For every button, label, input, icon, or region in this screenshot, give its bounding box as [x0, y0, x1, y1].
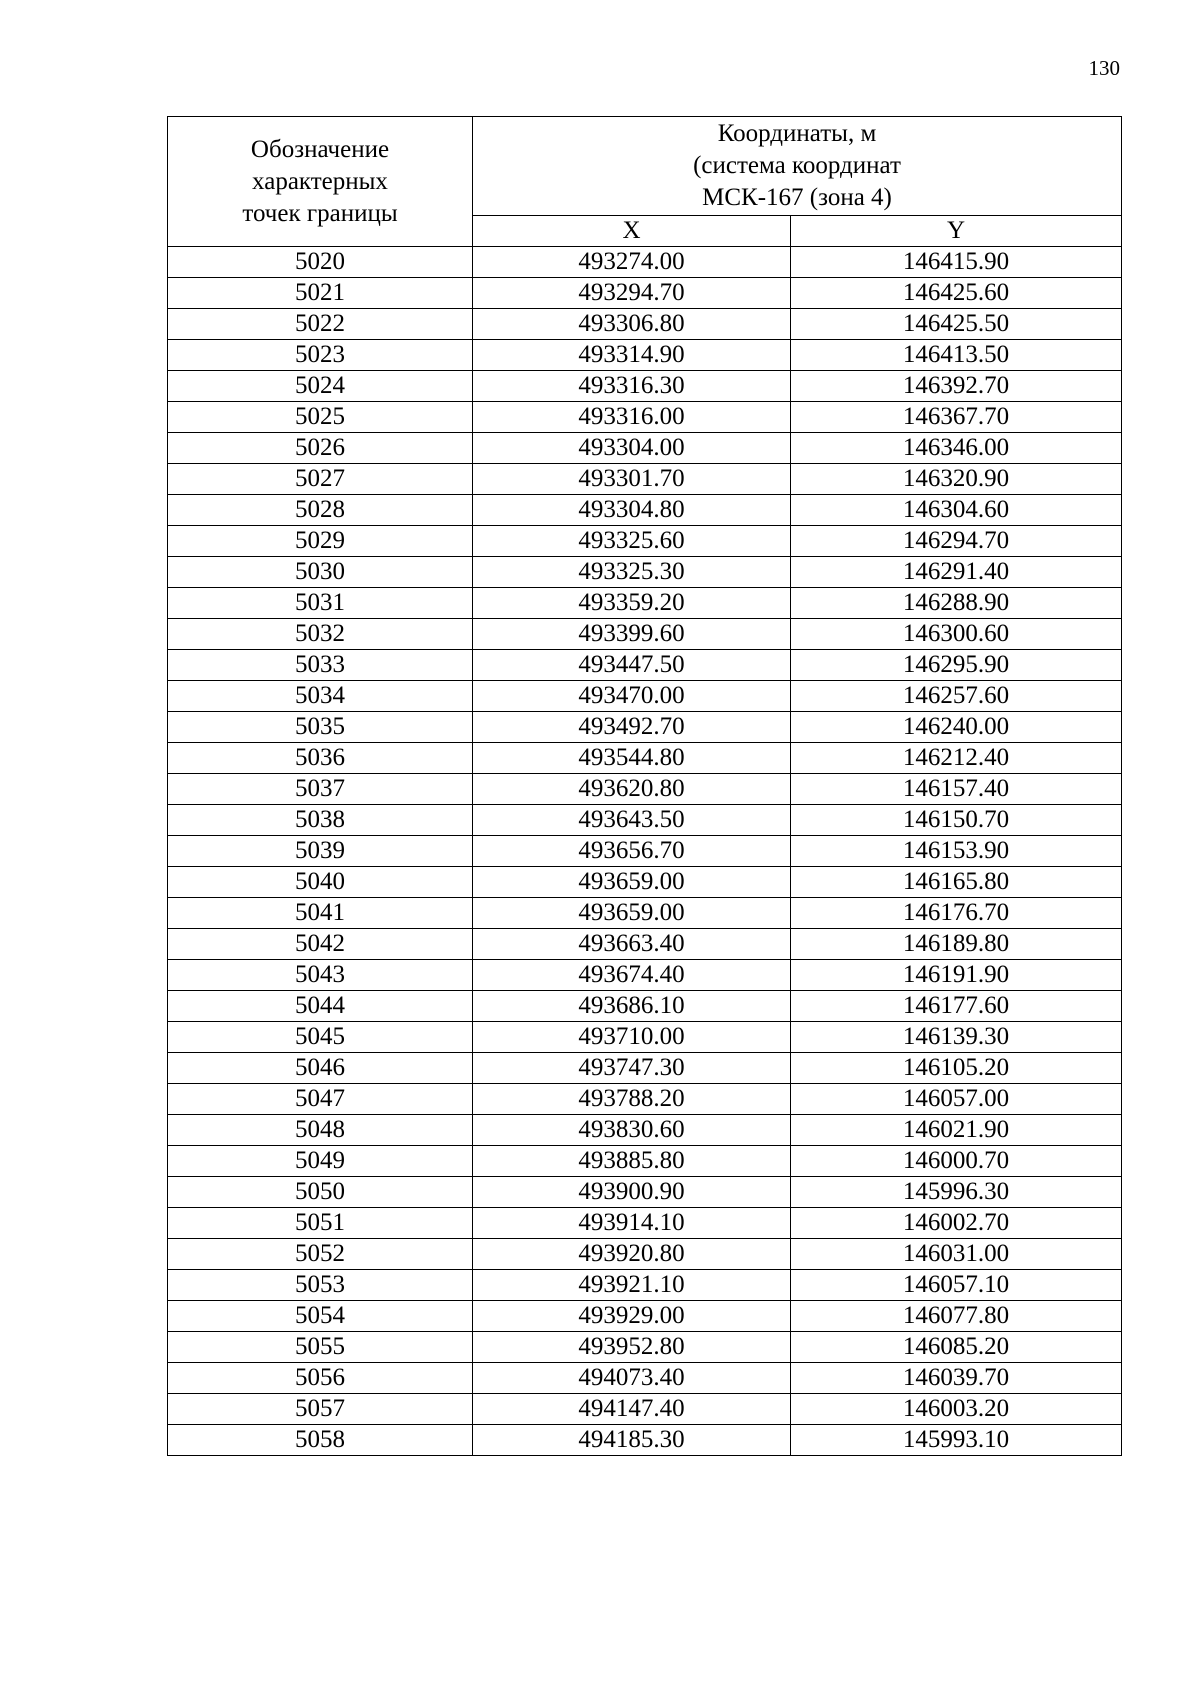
table-row — [168, 1022, 1122, 1053]
table-row — [168, 650, 1122, 681]
table-row — [168, 619, 1122, 650]
y-coordinate-cell: 146320.90 — [791, 464, 1122, 495]
y-coordinate-cell: 146031.00 — [791, 1239, 1122, 1270]
y-coordinate-cell: 146057.00 — [791, 1084, 1122, 1115]
table-row — [168, 774, 1122, 805]
table-row — [168, 464, 1122, 495]
table-row — [168, 1177, 1122, 1208]
table-row — [168, 588, 1122, 619]
point-cell: 5020 — [168, 247, 473, 278]
y-coordinate-cell: 146077.80 — [791, 1301, 1122, 1332]
y-coordinate-cell: 146189.80 — [791, 929, 1122, 960]
y-coordinate-cell: 146392.70 — [791, 371, 1122, 402]
table-row — [168, 1053, 1122, 1084]
point-cell: 5031 — [168, 588, 473, 619]
coordinates-table-body — [168, 117, 1122, 1456]
point-cell: 5029 — [168, 526, 473, 557]
table-row — [168, 371, 1122, 402]
table-row — [168, 867, 1122, 898]
y-coordinate-cell: 146212.40 — [791, 743, 1122, 774]
point-cell: 5023 — [168, 340, 473, 371]
y-coordinate-cell: 146150.70 — [791, 805, 1122, 836]
point-cell: 5046 — [168, 1053, 473, 1084]
table-row — [168, 526, 1122, 557]
y-coordinate-cell: 146300.60 — [791, 619, 1122, 650]
x-coordinate-cell: 493659.00 — [473, 867, 791, 898]
table-header-row — [168, 117, 1122, 216]
point-cell: 5058 — [168, 1425, 473, 1456]
y-coordinate-cell: 146153.90 — [791, 836, 1122, 867]
point-cell: 5032 — [168, 619, 473, 650]
x-coordinate-cell: 493747.30 — [473, 1053, 791, 1084]
x-coordinate-cell: 493314.90 — [473, 340, 791, 371]
point-cell: 5033 — [168, 650, 473, 681]
point-cell: 5034 — [168, 681, 473, 712]
x-coordinate-cell: 493659.00 — [473, 898, 791, 929]
y-coordinate-cell: 146000.70 — [791, 1146, 1122, 1177]
y-coordinate-cell: 146240.00 — [791, 712, 1122, 743]
x-coordinate-cell: 493544.80 — [473, 743, 791, 774]
x-coordinate-cell: 493656.70 — [473, 836, 791, 867]
y-coordinate-cell: 146304.60 — [791, 495, 1122, 526]
table-row — [168, 1270, 1122, 1301]
point-cell: 5024 — [168, 371, 473, 402]
x-coordinate-cell: 493492.70 — [473, 712, 791, 743]
y-coordinate-cell: 146002.70 — [791, 1208, 1122, 1239]
x-coordinate-cell: 493885.80 — [473, 1146, 791, 1177]
point-cell: 5028 — [168, 495, 473, 526]
table-row — [168, 495, 1122, 526]
x-coordinate-cell: 493359.20 — [473, 588, 791, 619]
table-row — [168, 805, 1122, 836]
x-coordinate-cell: 493710.00 — [473, 1022, 791, 1053]
x-coordinate-cell: 493900.90 — [473, 1177, 791, 1208]
table-row — [168, 712, 1122, 743]
y-coordinate-cell: 146346.00 — [791, 433, 1122, 464]
y-coordinate-cell: 146177.60 — [791, 991, 1122, 1022]
table-row — [168, 557, 1122, 588]
y-coordinate-cell: 146413.50 — [791, 340, 1122, 371]
table-row — [168, 309, 1122, 340]
y-coordinate-cell: 146085.20 — [791, 1332, 1122, 1363]
x-coordinate-cell: 493914.10 — [473, 1208, 791, 1239]
point-cell: 5043 — [168, 960, 473, 991]
x-coordinate-cell: 493274.00 — [473, 247, 791, 278]
point-cell: 5021 — [168, 278, 473, 309]
point-cell: 5025 — [168, 402, 473, 433]
points-column-header — [168, 117, 473, 247]
x-coordinate-cell: 493306.80 — [473, 309, 791, 340]
y-coordinate-cell: 146057.10 — [791, 1270, 1122, 1301]
point-cell: 5036 — [168, 743, 473, 774]
coordinates-column-header-label: Координаты, м (система координат МСК-167 (зона 4) — [693, 120, 901, 211]
x-coordinate-cell: 493304.00 — [473, 433, 791, 464]
x-coordinate-cell: 493447.50 — [473, 650, 791, 681]
y-coordinate-cell: 146157.40 — [791, 774, 1122, 805]
y-coordinate-cell: 146003.20 — [791, 1394, 1122, 1425]
table-row — [168, 929, 1122, 960]
y-coordinate-cell: 146105.20 — [791, 1053, 1122, 1084]
y-column-header: Y — [791, 216, 1122, 247]
point-cell: 5053 — [168, 1270, 473, 1301]
point-cell: 5056 — [168, 1363, 473, 1394]
table-row — [168, 278, 1122, 309]
x-coordinate-cell: 493663.40 — [473, 929, 791, 960]
x-coordinate-cell: 493316.00 — [473, 402, 791, 433]
table-row — [168, 1332, 1122, 1363]
x-coordinate-cell: 493620.80 — [473, 774, 791, 805]
table-row — [168, 340, 1122, 371]
point-cell: 5054 — [168, 1301, 473, 1332]
table-row — [168, 836, 1122, 867]
table-row — [168, 1146, 1122, 1177]
y-coordinate-cell: 146425.50 — [791, 309, 1122, 340]
point-cell: 5057 — [168, 1394, 473, 1425]
point-cell: 5039 — [168, 836, 473, 867]
table-row — [168, 433, 1122, 464]
table-row — [168, 1208, 1122, 1239]
y-coordinate-cell: 146425.60 — [791, 278, 1122, 309]
y-coordinate-cell: 145996.30 — [791, 1177, 1122, 1208]
point-cell: 5052 — [168, 1239, 473, 1270]
y-coordinate-cell: 146291.40 — [791, 557, 1122, 588]
x-coordinate-cell: 493674.40 — [473, 960, 791, 991]
point-cell: 5030 — [168, 557, 473, 588]
x-coordinate-cell: 493929.00 — [473, 1301, 791, 1332]
page-number: 130 — [1088, 56, 1120, 80]
point-cell: 5026 — [168, 433, 473, 464]
point-cell: 5035 — [168, 712, 473, 743]
y-coordinate-cell: 146021.90 — [791, 1115, 1122, 1146]
coordinates-column-header — [473, 117, 1122, 216]
point-cell: 5044 — [168, 991, 473, 1022]
table-row — [168, 1239, 1122, 1270]
table-row — [168, 402, 1122, 433]
table-row — [168, 247, 1122, 278]
x-coordinate-cell: 493316.30 — [473, 371, 791, 402]
x-coordinate-cell: 493952.80 — [473, 1332, 791, 1363]
point-cell: 5049 — [168, 1146, 473, 1177]
x-coordinate-cell: 493399.60 — [473, 619, 791, 650]
y-coordinate-cell: 146039.70 — [791, 1363, 1122, 1394]
point-cell: 5050 — [168, 1177, 473, 1208]
point-cell: 5037 — [168, 774, 473, 805]
x-coordinate-cell: 493325.30 — [473, 557, 791, 588]
point-cell: 5048 — [168, 1115, 473, 1146]
y-coordinate-cell: 146294.70 — [791, 526, 1122, 557]
x-coordinate-cell: 493294.70 — [473, 278, 791, 309]
table-row — [168, 1425, 1122, 1456]
point-cell: 5045 — [168, 1022, 473, 1053]
x-coordinate-cell: 493921.10 — [473, 1270, 791, 1301]
y-coordinate-cell: 146288.90 — [791, 588, 1122, 619]
point-cell: 5038 — [168, 805, 473, 836]
x-coordinate-cell: 493830.60 — [473, 1115, 791, 1146]
coordinates-table — [167, 116, 1122, 1456]
table-row — [168, 898, 1122, 929]
table-row — [168, 681, 1122, 712]
x-coordinate-cell: 493301.70 — [473, 464, 791, 495]
x-coordinate-cell: 493304.80 — [473, 495, 791, 526]
x-coordinate-cell: 494073.40 — [473, 1363, 791, 1394]
x-coordinate-cell: 493686.10 — [473, 991, 791, 1022]
point-cell: 5022 — [168, 309, 473, 340]
y-coordinate-cell: 146139.30 — [791, 1022, 1122, 1053]
y-coordinate-cell: 145993.10 — [791, 1425, 1122, 1456]
y-coordinate-cell: 146257.60 — [791, 681, 1122, 712]
point-cell: 5042 — [168, 929, 473, 960]
x-coordinate-cell: 493643.50 — [473, 805, 791, 836]
x-coordinate-cell: 493920.80 — [473, 1239, 791, 1270]
x-coordinate-cell: 493325.60 — [473, 526, 791, 557]
point-cell: 5047 — [168, 1084, 473, 1115]
point-cell: 5051 — [168, 1208, 473, 1239]
y-coordinate-cell: 146176.70 — [791, 898, 1122, 929]
x-coordinate-cell: 494185.30 — [473, 1425, 791, 1456]
point-cell: 5055 — [168, 1332, 473, 1363]
table-row — [168, 1115, 1122, 1146]
table-row — [168, 991, 1122, 1022]
table-row — [168, 1301, 1122, 1332]
table-row — [168, 1394, 1122, 1425]
x-column-header: X — [473, 216, 791, 247]
table-row — [168, 1084, 1122, 1115]
y-coordinate-cell: 146191.90 — [791, 960, 1122, 991]
y-coordinate-cell: 146165.80 — [791, 867, 1122, 898]
point-cell: 5027 — [168, 464, 473, 495]
y-coordinate-cell: 146367.70 — [791, 402, 1122, 433]
table-row — [168, 743, 1122, 774]
point-cell: 5040 — [168, 867, 473, 898]
table-row — [168, 1363, 1122, 1394]
point-cell: 5041 — [168, 898, 473, 929]
table-row — [168, 960, 1122, 991]
x-coordinate-cell: 493470.00 — [473, 681, 791, 712]
points-column-header-label: Обозначение характерных точек границы — [242, 135, 398, 227]
x-coordinate-cell: 494147.40 — [473, 1394, 791, 1425]
x-coordinate-cell: 493788.20 — [473, 1084, 791, 1115]
y-coordinate-cell: 146415.90 — [791, 247, 1122, 278]
y-coordinate-cell: 146295.90 — [791, 650, 1122, 681]
